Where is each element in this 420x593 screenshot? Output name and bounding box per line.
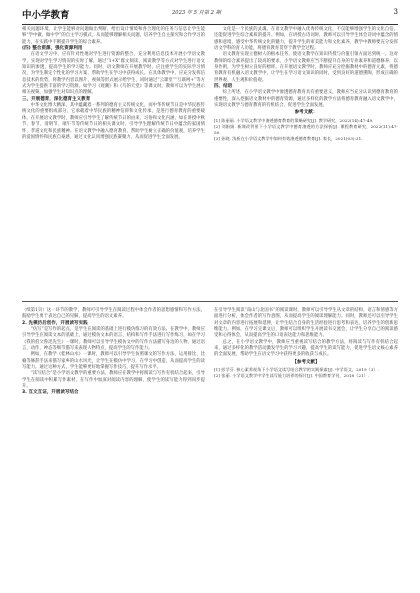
reference-item: [2] 张丽. 小学语文教学中学生读写能力培养的探讨[J]. 中国教育学刊，2018（21）.: [214, 373, 370, 378]
body-paragraph: （续第1页）这一环节的教学，教师可引导学生在阅读过程中体会作者的思想感情和写作方法，鼓励学生勇于表达自己的见解，提高学生的语文素养。: [22, 308, 205, 320]
body-paragraph: 在引导学生阅读“南山与北国书”的阅读课时，教师可以引导学生从文章的结构、语言和情感等方面进行分析，体会作者的写作意图，从而提高学生的阅读理解能力。同时，教师还可以引导学生对文章的内容进行拓展和延伸，让学生结合自身的生活经验进行思考和表达，培养学生的创新思维能力。例如，在学习完课文后，教师可以组织学生开展读书交流会，让学生分享自己的阅读感受和心得体会，从而提高学生的口语表达能力和思维能力。: [214, 308, 398, 339]
bottom-right-column: [214, 308, 398, 379]
journal-name: 中小学教育: [22, 10, 70, 21]
body-paragraph: 综上所述，在小学语文教学中渗透德育教育具有重要意义，教师应当充分认识到德育教育的重要性，深入挖掘语文教材中的德育资源，通过多样化的教学方法将德育教育融入语文教学中，实现语文教学与德育教育的有机结合，促进学生全面发展。: [214, 90, 398, 109]
body-paragraph: 总之，在小学语文教学中，教师应当重视读写结合的教学方法，将阅读与写作有机结合起来，通过多样化的教学活动激发学生的学习兴趣，提高学生的读写能力，促进学生语文核心素养的全面发展，帮助学生在语文学习中获得更多的收获与成长。: [214, 339, 398, 358]
references-heading: 参考文献：: [294, 110, 318, 116]
body-paragraph: “仿写”是写作的起点，是学生在阅读的基础上进行模仿练习的有效方法。在教学中，教师应引导学生在阅读文本的基础上，通过模仿文本的语言、结构和写作手法进行写作练习，如在学习《我的伯父鲁迅先生》一课时，教师可以引导学生模仿文中的写作方法描写身边的人物，通过语言、动作、神态等细节描写来表现人物特点，提高学生的写作能力。: [22, 327, 205, 352]
reference-item: [3] 孙晓. 浅析在小学语文教学中如何有效渗透德育教育[J]. 家长，2021(03):31.: [214, 135, 363, 141]
bottom-left-column: [22, 308, 205, 397]
body-paragraph: 文化是一个民族的灵魂，在语文教学中融入优秀传统文化，不仅能够增强学生的文化自信，还能促进学生综合素质的提升。例如，在讲授古诗词时，教师可以引导学生体会诗词中蕴含的情感和意境，感受中华传统文化的魅力，提升学生的审美能力和文化素养，教学中教师要充分发挥语文学科的育人功能，将德育教育贯穿于教学全过程。: [214, 27, 398, 52]
body-paragraph: 相关问题环境，让学生能够对问题做出判断，给出设计情境和各合理化的任务与信息让学生能够“学中做，做中学”的自主学习模式，从而能够理解相关问题，培养学生自主探究和合作学习的能力，在实践中不断提升学生的综合素养。: [22, 27, 205, 45]
body-paragraph: 中华文化博大精深，其中蕴藏着一系列的德育主义传统文化，而中华传统节日是中华民族传统文化的重要组成部分，它承载着中华民族的精神信仰和文化传承，是进行德育教育的重要载体。在开展语文教学时，教师应引导学生了解传统节日的由来、习俗和文化内涵，如在讲授中秋节、春节、清明节、端午节等传统节日的相关课文时，引导学生理解传统节日中蕴含的家国情怀、孝道文化和民族精神。在语文教学中融入德育教育，帮助学生树立正确的价值观，培养学生的爱国情怀和民族自豪感，通过文化认同增强民族凝聚力，从而促进学生全面发展。: [22, 103, 205, 140]
top-left-column: [22, 27, 205, 141]
issue-info: 2023 年 5 月第 2 期: [172, 10, 221, 16]
references-heading: 【参考文献】: [292, 359, 320, 365]
section-heading: 三、开展德育，深化德育主义教育: [22, 96, 91, 102]
section-heading: 2. 先模仿后创作，开展读写实践: [22, 320, 88, 326]
body-paragraph: “读写结合”是小学语文教学的重要方法，教师应在教学中将阅读与写作有机结合起来，引导学生在阅读中积累写作素材，在写作中加深对阅读内容的理解，使学生的读写能力得到同步提升。: [22, 371, 205, 390]
section-heading: 四、结语: [214, 84, 233, 90]
reference-item: [1] 彭学芬. 核心素养视角下小学语文读写结合教学的实践探索[J]. 中学语文，2019（3）.: [214, 367, 379, 373]
section-heading: (四) 整合资源，强化资源利用: [22, 46, 83, 52]
reference-item: [2] 刘娟娟. 新课改背景下小学语文教学中德育渗透的方法探析[J]. 课程教育研究，2022(11):47-50.: [214, 123, 398, 135]
body-paragraph: 在语文学习中，应有针对性地对学生进行资源的整合，充分利用信息技术开展小学语文教学，实现对学生学习情况的实时了解，通过“1+X”群文阅读、阅读教学等方式对学生进行语文知识的渗透，提高学生的学习能力。同时，语文教师在开展教学时，应注重学生的实际学习情况，为学生制定个性化的学习方案，帮助学生在学习中获得成长。在具体教学中，应充分发挥信息技术的优势，将教学内容以图片、视频等形式展示给学生，同时通过“云课堂”“互联网+”等方式为学生提供丰富的学习资源，如学习《观潮》和《鸟的天堂》等课文时，教师可以为学生展示相关视频，加强学生对知识点的理解。: [22, 52, 205, 96]
reference-item: [1] 陈丽丽. 小学语文教学中渗透德育教育的策略研究[J]. 教学研究，2022(14):47-49.: [214, 117, 374, 123]
page-header: [22, 7, 398, 23]
article-divider: [22, 301, 398, 302]
page-number: 3: [393, 8, 398, 16]
section-heading: 3. 互文互证，开展读写结合: [22, 390, 79, 396]
body-paragraph: 语文教育实现立德树人的根本任务，使语文教学在知识传授与价值引领方面达到统一，这对教师的综合素养提出了较高的要求，小学语文教师应当不断提升自身的专业素养和道德修养，以身作则，为学生树立良好的榜样。在开展语文教学时，教师应充分挖掘教材中的德育元素，将德育教育有机融入语文教学中，让学生在学习语文知识的同时，受到良好的道德熏陶，形成正确的世界观、人生观和价值观。: [214, 52, 398, 83]
body-paragraph: 例如，在教学《桂林山水》一课时，教师可以引导学生仿照课文的写作方法，运用排比、比喻等修辞手法来描写家乡的山水风光，让学生在模仿中学习，在学习中创造，从而提高学生的读写能力。通过这种方式，学生能够更好地掌握写作技巧，提升写作水平。: [22, 352, 205, 371]
header-rule: [22, 24, 398, 25]
top-right-column: [214, 27, 398, 141]
